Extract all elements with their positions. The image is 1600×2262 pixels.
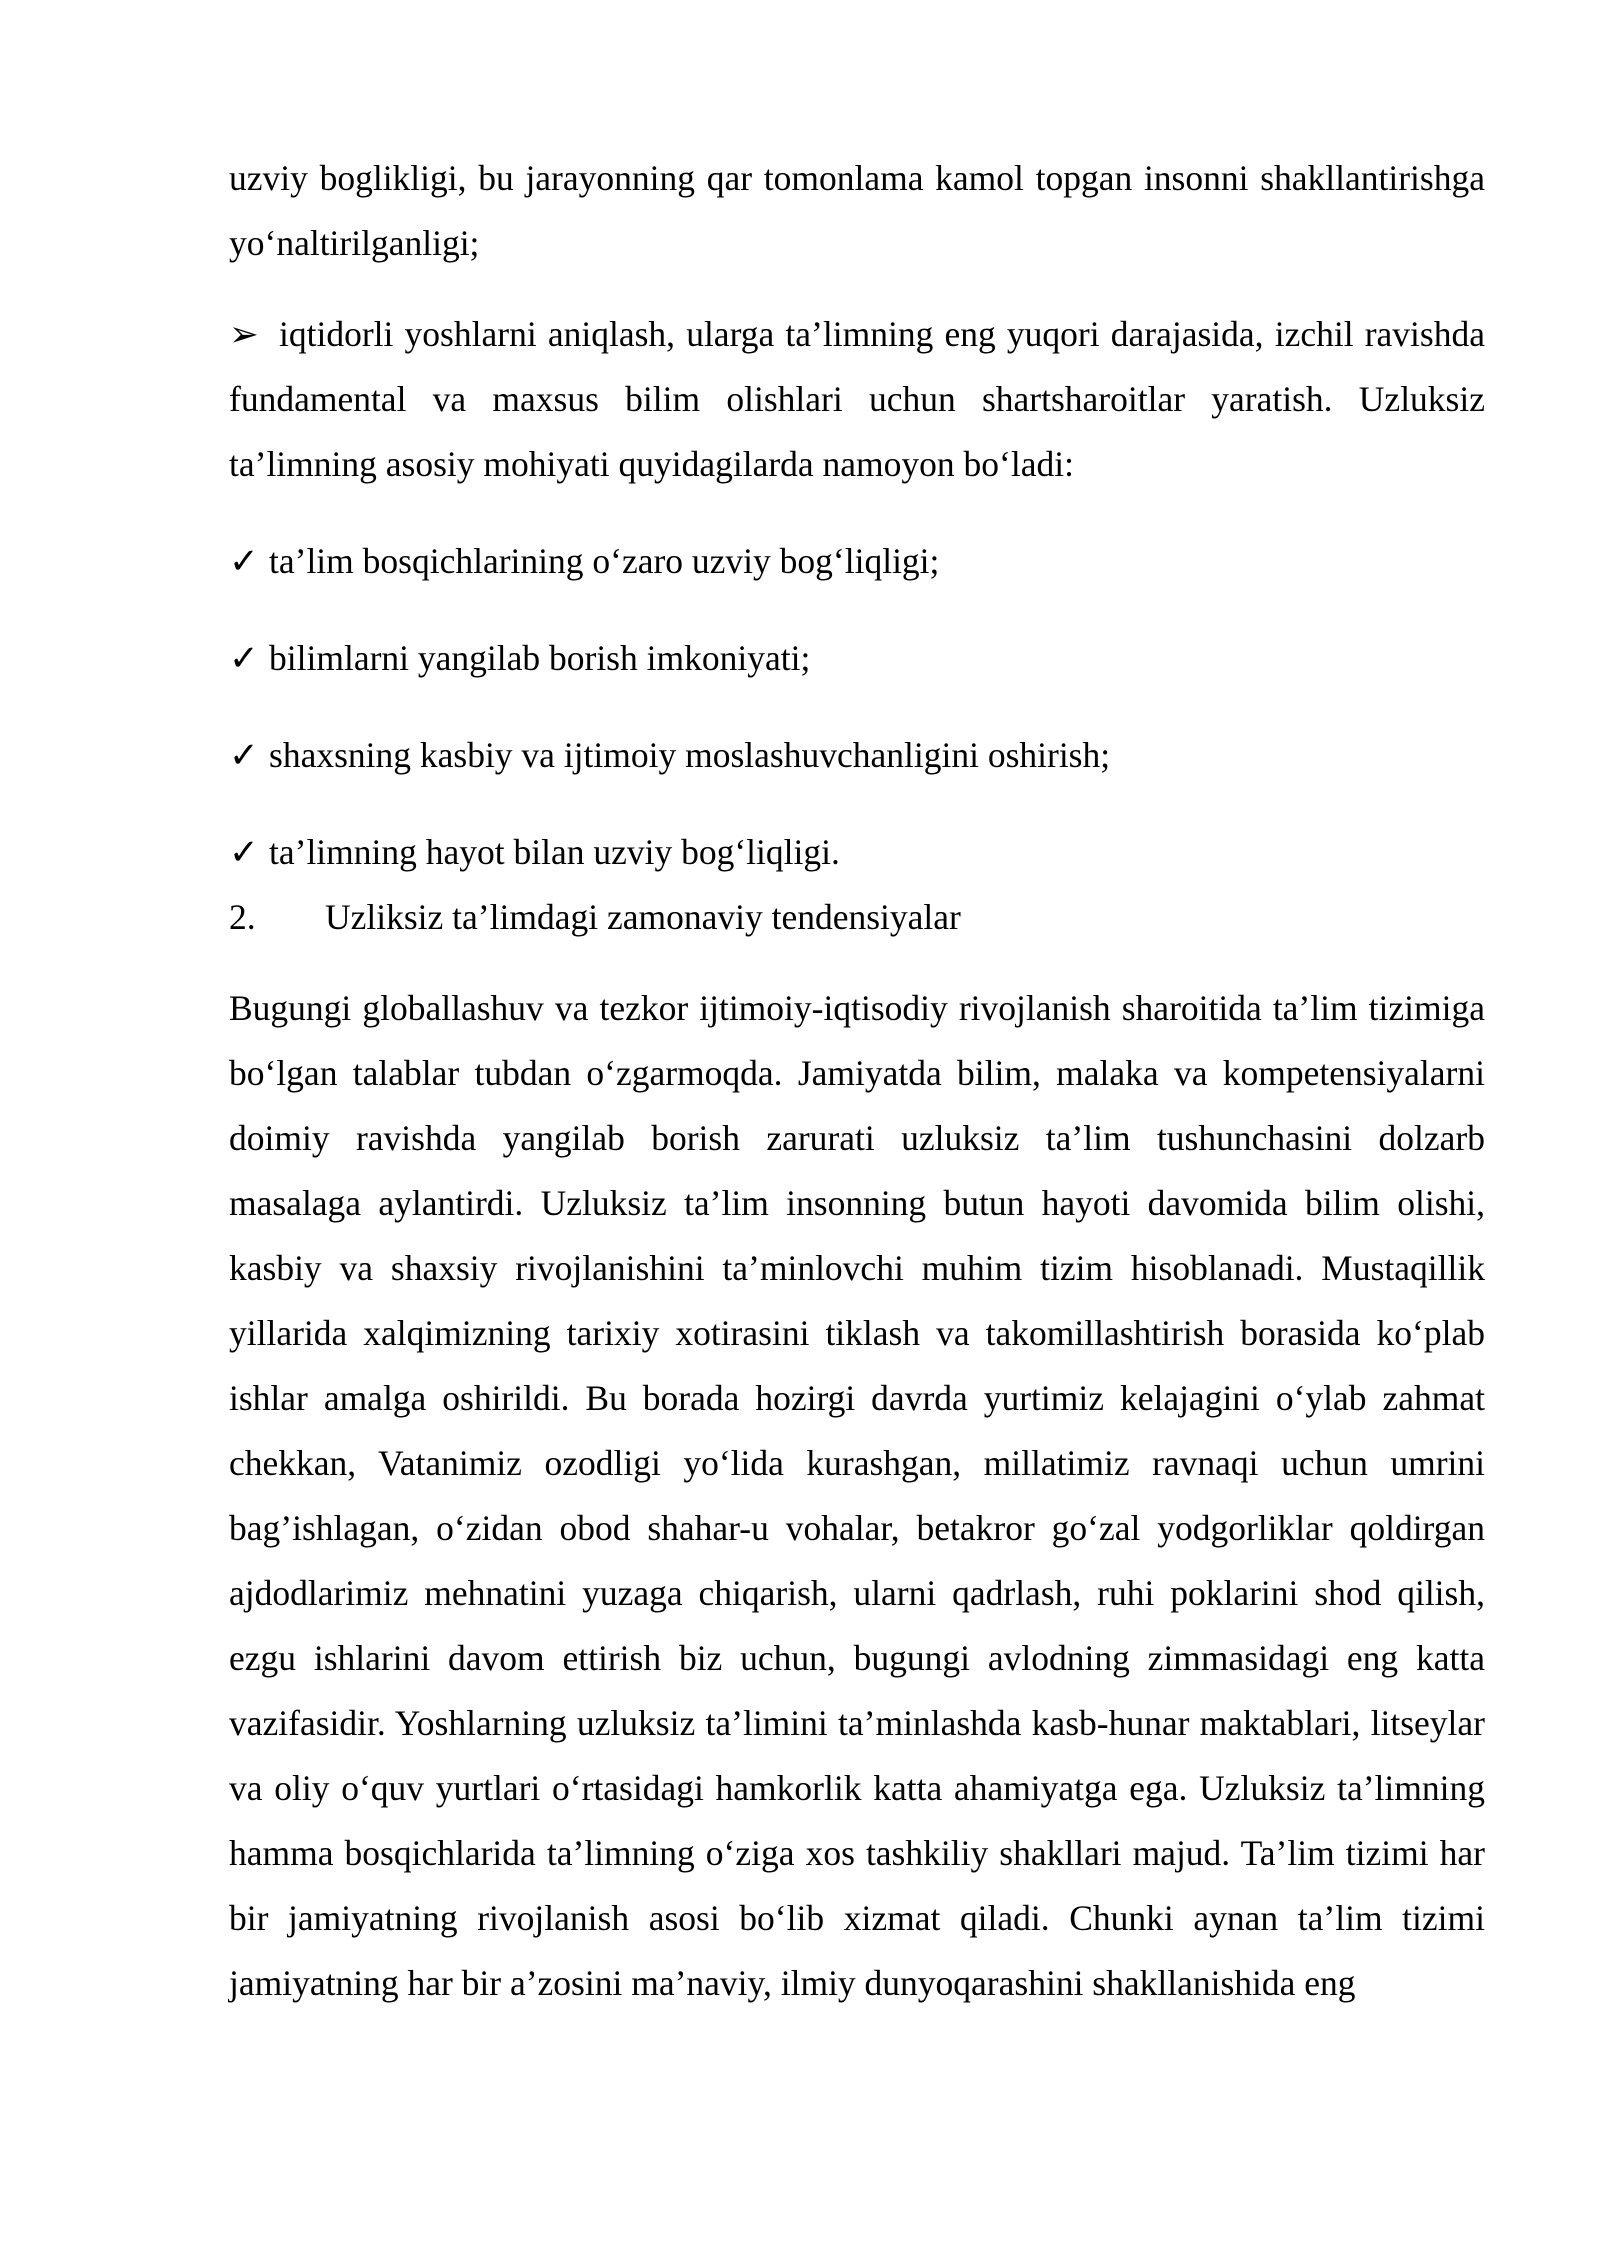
check-mark-icon: ✓ (229, 735, 259, 775)
body-paragraph: Bugungi globallashuv va tezkor ijtimoiy-iqtisodiy rivojlanish sharoitida ta’lim tizimiga bo‘lgan talablar tubdan o‘zgarmoqda. Jamiyatda bilim, malaka va kompetensiyalarni doimiy ravishda yangilab borish zarurati uzluksiz ta’lim tushunchasini dolzarb masalaga aylantirdi. Uzluksiz ta’lim insonning butun hayoti davomida bilim olishi, kasbiy va shaxsiy rivojlanishini ta’minlovchi muhim tizim hisoblanadi. Mustaqillik yillarida xalqimizning tarixiy xotirasini tiklash va takomillashtirish borasida ko‘plab ishlar amalga oshirildi. Bu borada hozirgi davrda yurtimiz kelajagini o‘ylab zahmat chekkan, Vatanimiz ozodligi yo‘lida kurashgan, millatimiz ravnaqi uchun umrini bag’ishlagan, o‘zidan obod shahar-u vohalar, betakror go‘zal yodgorliklar qoldirgan ajdodlarimiz mehnatini yuzaga chiqarish, ularni qadrlash, ruhi poklarini shod qilish, ezgu ishlarini davom ettirish biz uchun, bugungi avlodning zimmasidagi eng katta vazifasidir. Yoshlarning uzluksiz ta’limini ta’minlashda kasb-hunar maktablari, litseylar va oliy o‘quv yurtlari o‘rtasidagi hamkorlik katta ahamiyatga ega. Uzluksiz ta’limning hamma bosqichlarida ta’limning o‘ziga xos tashkiliy shakllari majud. Ta’lim tizimi har bir jamiyatning rivojlanish asosi bo‘lib xizmat qiladi. Chunki aynan ta’lim tizimi jamiyatning har bir a’zosini ma’naviy, ilmiy dunyoqarashini shakllanishida eng (229, 988, 1485, 2003)
document-page (229, 146, 1485, 2016)
arrow-list-item (229, 302, 1485, 497)
check-mark-icon: ✓ (229, 541, 259, 581)
check-mark-icon: ✓ (229, 638, 259, 678)
check-list-item (229, 820, 1485, 885)
check-list-item-text: ta’limning hayot bilan uzviy bog‘liqligi. (269, 832, 840, 872)
section-number: 2. (229, 897, 256, 937)
intro-continuation-paragraph: uzviy boglikligi, bu jarayonning qar tomonlama kamol topgan insonni shakllantirishga yo‘naltirilganligi; (229, 158, 1485, 263)
check-list-item (229, 529, 1485, 594)
arrow-list-item-text: iqtidorli yoshlarni aniqlash, ularga ta’limning eng yuqori darajasida, izchil ravishda fundamental va maxsus bilim olishlari uchun shartsharoitlar yaratish. Uzluksiz ta’limning asosiy mohiyati quyidagilarda namoyon bo‘ladi: (229, 314, 1485, 484)
check-list-item-text: shaxsning kasbiy va ijtimoiy moslashuvchanligini oshirish; (269, 735, 1111, 775)
arrow-bullet-icon: ➢ (229, 314, 259, 354)
check-list-item (229, 626, 1485, 691)
check-list-item (229, 723, 1485, 788)
check-mark-icon: ✓ (229, 832, 259, 872)
section-heading (229, 885, 1485, 950)
check-list-item-text: ta’lim bosqichlarining o‘zaro uzviy bog‘liqligi; (269, 541, 940, 581)
section-title: Uzliksiz ta’limdagi zamonaviy tendensiyalar (325, 897, 961, 937)
check-list-item-text: bilimlarni yangilab borish imkoniyati; (269, 638, 811, 678)
